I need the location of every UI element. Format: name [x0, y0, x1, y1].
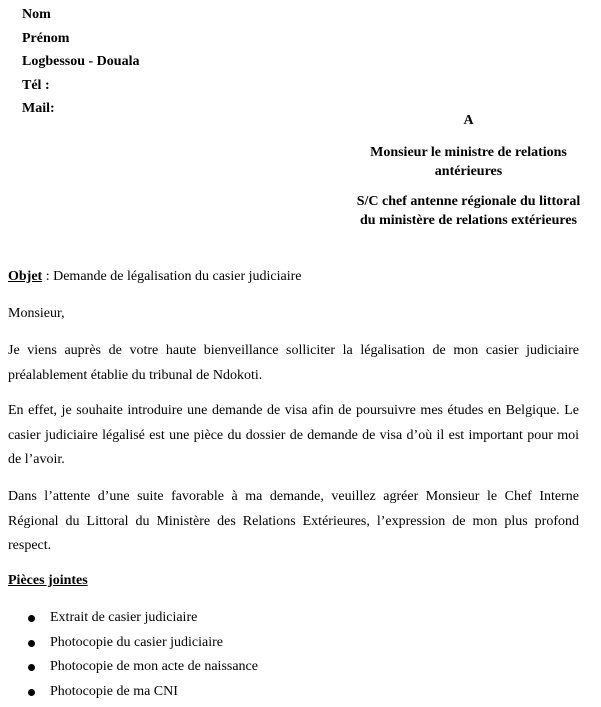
recipient-line-2: antérieures: [434, 164, 503, 179]
sender-tel: Tél :: [22, 77, 50, 93]
objet-line: [8, 265, 579, 290]
list-item: [28, 655, 258, 680]
sender-nom: Nom: [22, 7, 51, 22]
bullet-icon: [28, 664, 35, 671]
bullet-icon: [28, 689, 35, 696]
paragraph-2: En effet, je souhaite introduire une demande de visa afin de poursuivre mes études en Belgique. Le casier judiciaire légalisé est une pièce du dossier de demande de visa d’où il est important pour moi de l’avoir.: [8, 403, 579, 467]
recipient-line-1: Monsieur le ministre de relations: [370, 144, 567, 160]
paragraph-1: Je viens auprès de votre haute bienveillance solliciter la légalisation de mon casier judiciaire préalablement établie du tribunal de Ndokoti.: [8, 343, 579, 383]
list-item-label: Photocopie de mon acte de naissance: [50, 659, 258, 675]
recipient-block: [330, 111, 601, 241]
list-item-label: Photocopie de ma CNI: [50, 684, 178, 700]
bullet-icon: [28, 640, 35, 647]
list-item-label: Photocopie du casier judiciaire: [50, 634, 223, 650]
list-item: [28, 606, 258, 631]
pieces-list: [28, 606, 258, 705]
sender-mail: Mail:: [22, 101, 55, 116]
list-item: [28, 631, 258, 656]
recipient-minister: [330, 143, 601, 182]
sender-prenom: Prénom: [22, 30, 70, 46]
salutation: Monsieur,: [8, 306, 65, 321]
recipient-chef: [330, 192, 601, 231]
sender-address: Logbessou - Douala: [22, 54, 140, 69]
recipient-a: A: [463, 113, 474, 128]
list-item-label: Extrait de casier judiciaire: [50, 610, 198, 625]
recipient-line-4: du ministère de relations extérieures: [360, 213, 577, 228]
recipient-line-3: S/C chef antenne régionale du littoral: [356, 193, 581, 209]
objet-label: Objet: [8, 269, 43, 284]
bullet-icon: [28, 615, 35, 622]
list-item: [28, 680, 258, 705]
paragraph-3: Dans l’attente d’une suite favorable à ma demande, veuillez agréer Monsieur le Chef Interne Régional du Littoral du Ministère des Relations Extérieures, l’expression de mon plus profond respect.: [8, 489, 579, 553]
pieces-jointes-title: Pièces jointes: [8, 573, 88, 588]
sender-block: [22, 3, 139, 121]
objet-text: : Demande de légalisation du casier judiciaire: [42, 269, 302, 284]
